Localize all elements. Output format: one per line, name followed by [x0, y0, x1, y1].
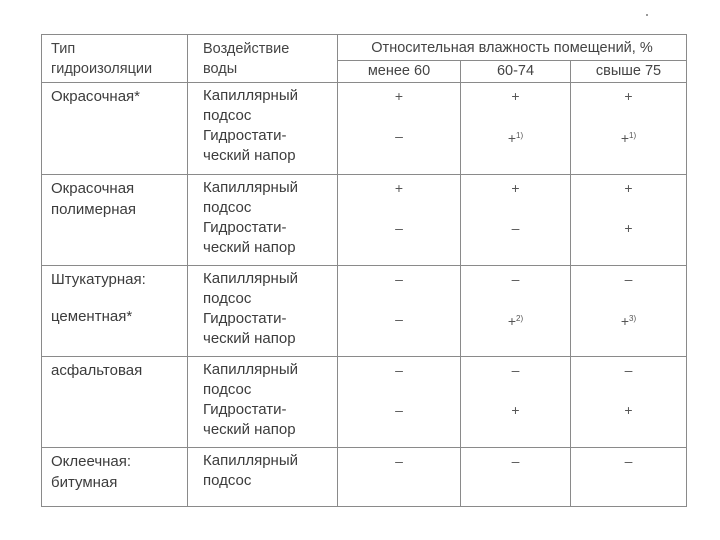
spacer: [571, 380, 686, 400]
table-row: [42, 83, 687, 175]
spacer: [338, 380, 460, 400]
water-line: Гидростати-: [203, 219, 287, 236]
header-water-line-1: Воздействие: [203, 41, 290, 57]
cell-water-effect: [188, 266, 338, 357]
cell-waterproofing-type: [42, 448, 188, 507]
water-line: подсос: [203, 472, 252, 489]
water-line: подсос: [203, 290, 252, 307]
water-line: Гидростати-: [203, 127, 287, 144]
hydrostatic-symbol: +: [507, 313, 517, 329]
table-row: [42, 266, 687, 357]
header-type-line-1: Тип: [51, 41, 76, 57]
hydrostatic-mark: [338, 126, 460, 146]
hydrostatic-symbol: –: [395, 311, 403, 327]
water-line: Капиллярный: [203, 361, 298, 378]
cell-value: [338, 357, 461, 448]
capillary-mark: –: [511, 271, 520, 287]
cell-value: [461, 357, 571, 448]
header-water-line-2: воды: [203, 61, 238, 77]
hydrostatic-mark: [461, 218, 570, 238]
hydrostatic-symbol: +: [624, 220, 633, 236]
type-line: полимерная: [51, 201, 137, 218]
hydrostatic-mark: [461, 126, 570, 146]
hydrostatic-symbol: +: [507, 130, 517, 146]
hydrostatic-mark: [461, 309, 570, 329]
spacer: [461, 106, 570, 126]
table-row: [42, 175, 687, 266]
spacer: [461, 289, 570, 309]
cell-value: [571, 83, 687, 175]
type-line: Окрасочная: [51, 180, 135, 197]
cell-value: [461, 175, 571, 266]
spacer: [461, 198, 570, 218]
cell-value: [461, 448, 571, 507]
cell-water-effect: [188, 448, 338, 507]
water-line: ческий напор: [203, 330, 296, 347]
cell-value: [571, 266, 687, 357]
hydrostatic-symbol: +: [620, 130, 630, 146]
water-line: ческий напор: [203, 147, 296, 164]
capillary-mark: +: [511, 180, 520, 196]
waterproofing-table: [41, 34, 687, 507]
capillary-mark: –: [511, 362, 520, 378]
header-humidity: Относительная влажность помещений, %: [338, 35, 687, 61]
capillary-mark: +: [394, 180, 404, 196]
water-line: ческий напор: [203, 239, 296, 256]
cell-water-effect: [188, 175, 338, 266]
footnote-ref: 3): [629, 314, 637, 323]
spacer: [571, 198, 686, 218]
water-line: Капиллярный: [203, 270, 298, 287]
footnote-ref: 2): [516, 314, 524, 323]
header-type: [42, 35, 188, 83]
capillary-mark: –: [395, 362, 403, 378]
type-line: Окрасочная*: [51, 88, 140, 105]
cell-waterproofing-type: [42, 266, 188, 357]
capillary-mark: –: [511, 453, 520, 469]
water-line: Капиллярный: [203, 179, 298, 196]
capillary-mark: +: [624, 180, 633, 196]
capillary-mark: +: [511, 88, 520, 104]
spacer: [338, 106, 460, 126]
cell-value: [571, 357, 687, 448]
hydrostatic-mark: [338, 218, 460, 238]
water-line: подсос: [203, 107, 252, 124]
capillary-mark: +: [624, 88, 633, 104]
header-range-high: свыше 75: [571, 61, 687, 83]
hydrostatic-mark: [571, 126, 686, 146]
table-row: [42, 448, 687, 507]
type-line: Штукатурная:: [51, 271, 146, 288]
water-line: Гидростати-: [203, 310, 287, 327]
cell-value: [571, 448, 687, 507]
hydrostatic-mark: [571, 218, 686, 238]
hydrostatic-mark: [338, 400, 460, 420]
cell-value: [338, 83, 461, 175]
header-range-low: менее 60: [338, 61, 461, 83]
hydrostatic-symbol: –: [511, 220, 520, 236]
spacer: [571, 289, 686, 309]
hydrostatic-mark: [338, 309, 460, 329]
hydrostatic-symbol: +: [511, 402, 520, 418]
capillary-mark: –: [395, 271, 403, 287]
cell-value: [338, 175, 461, 266]
water-line: Гидростати-: [203, 401, 287, 418]
footnote-ref: 1): [629, 131, 637, 140]
cell-waterproofing-type: [42, 83, 188, 175]
water-line: ческий напор: [203, 421, 296, 438]
type-line: Оклеечная:: [51, 453, 132, 470]
hydrostatic-symbol: –: [395, 402, 403, 418]
hydrostatic-mark: [571, 309, 686, 329]
hydrostatic-symbol: +: [620, 313, 630, 329]
type-line: цементная*: [51, 308, 133, 325]
water-line: подсос: [203, 199, 252, 216]
header-row-1: [42, 35, 687, 61]
water-line: Капиллярный: [203, 452, 298, 469]
cell-value: [461, 83, 571, 175]
capillary-mark: –: [395, 453, 403, 469]
header-water: [188, 35, 338, 83]
cell-waterproofing-type: [42, 357, 188, 448]
capillary-mark: +: [394, 88, 404, 104]
spacer: [571, 106, 686, 126]
hydrostatic-mark: [571, 400, 686, 420]
spacer: [461, 380, 570, 400]
table-row: [42, 357, 687, 448]
footnote-ref: 1): [516, 131, 524, 140]
hydrostatic-symbol: –: [395, 220, 403, 236]
water-line: подсос: [203, 381, 252, 398]
stray-dot: [646, 14, 648, 16]
cell-value: [461, 266, 571, 357]
cell-value: [571, 175, 687, 266]
cell-value: [338, 448, 461, 507]
hydrostatic-symbol: +: [624, 402, 633, 418]
type-line: асфальтовая: [51, 362, 143, 379]
spacer: [338, 289, 460, 309]
hydrostatic-mark: [461, 400, 570, 420]
table-body: [42, 83, 687, 507]
cell-waterproofing-type: [42, 175, 188, 266]
capillary-mark: –: [624, 362, 633, 378]
capillary-mark: –: [624, 271, 633, 287]
type-line: битумная: [51, 474, 118, 491]
cell-value: [338, 266, 461, 357]
header-type-line-2: гидроизоляции: [51, 61, 153, 77]
spacer: [338, 198, 460, 218]
water-line: Капиллярный: [203, 87, 298, 104]
cell-water-effect: [188, 83, 338, 175]
capillary-mark: –: [624, 453, 633, 469]
header-range-mid: 60-74: [461, 61, 571, 83]
cell-water-effect: [188, 357, 338, 448]
hydrostatic-symbol: –: [395, 128, 403, 144]
